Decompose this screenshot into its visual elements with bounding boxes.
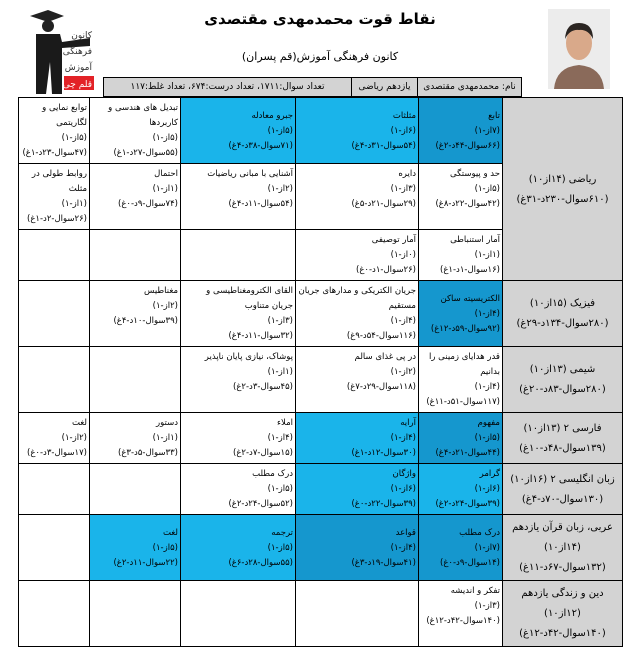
topic-cell — [419, 413, 503, 464]
topic-name: در پی غذای سالم — [354, 352, 416, 362]
topic-rank: (۲از-۱) — [267, 184, 293, 194]
topic-cell — [90, 281, 181, 347]
topic-stats: (۱۷سوال-۳د-۰غ) — [27, 448, 87, 458]
topic-rank: (۱از-۱) — [152, 184, 178, 194]
topic-cell — [181, 413, 296, 464]
subject-name: ریاضی (۱۴از۱۰) — [528, 173, 597, 185]
topic-name: واژگان — [392, 469, 416, 479]
subject-cell — [503, 515, 623, 581]
topic-stats: (۴۴سوال-۲۱د-۴غ) — [435, 448, 500, 458]
subject-cell — [503, 464, 623, 515]
subject-stats: (۱۴۰سوال-۴۲د-۱۲غ) — [519, 628, 606, 639]
topic-cell — [181, 281, 296, 347]
subject-cell — [503, 581, 623, 647]
logo-text-1: کانون — [71, 31, 92, 41]
topic-stats: (۱۶سوال-۱د-۱غ) — [440, 265, 500, 275]
topic-name: جریان الکتریکی و مدارهای جریان مستقیم — [298, 286, 416, 311]
topic-name: تابع — [488, 110, 500, 121]
topic-name: قدر هدایای زمینی را بدانیم — [429, 352, 500, 377]
kanoon-logo — [18, 2, 96, 94]
logo-text-2: فرهنگی — [62, 47, 92, 57]
empty-cell — [90, 581, 181, 647]
topic-cell — [296, 347, 419, 413]
empty-cell — [19, 464, 90, 515]
topic-cell — [296, 98, 419, 164]
subject-name: فارسی ۲ (۱۳از۱۰) — [523, 422, 602, 434]
topic-name: ترجمه — [271, 527, 293, 538]
topic-name: جبرو معادله — [251, 110, 293, 121]
table-row — [19, 281, 623, 347]
subject-stats: (۱۳۹سوال-۴۸د-۱۰غ) — [519, 442, 606, 454]
topic-rank: (۵از-۱) — [474, 184, 500, 194]
subject-stats: (۱۳۰سوال-۷۰د-۴غ) — [521, 493, 604, 505]
topic-name: املاء — [277, 418, 293, 428]
topic-cell — [296, 164, 419, 230]
empty-cell — [296, 581, 419, 647]
empty-cell — [19, 515, 90, 581]
topic-name: لغت — [162, 527, 178, 538]
topic-rank: (۴از-۱) — [390, 433, 416, 443]
topic-rank: (۶از-۱) — [390, 484, 416, 494]
subject-stats: (۶۱۰سوال-۲۳۰د-۳۱غ) — [516, 193, 609, 205]
topic-name: دستور — [156, 418, 178, 428]
subject-stats: (۱۳۲سوال-۶۷د-۱۱غ) — [519, 562, 606, 573]
table-row — [19, 98, 623, 164]
topic-stats: (۱۴۰سوال-۴۲د-۱۲غ) — [426, 616, 500, 626]
topic-rank: (۵از-۱) — [267, 484, 293, 494]
topic-rank: (۱از-۱) — [152, 433, 178, 443]
topic-cell — [419, 464, 503, 515]
empty-cell — [90, 464, 181, 515]
page-title: نقاط قوت محمدمهدی مقتصدی — [204, 10, 436, 28]
topic-name: تبدیل های هندسی و کاربردها — [108, 103, 178, 128]
topic-stats: (۴۱سوال-۱۹د-۳غ) — [351, 557, 416, 568]
empty-cell — [19, 347, 90, 413]
topic-stats: (۲۶سوال-۲د-۱غ) — [27, 214, 87, 224]
topic-cell — [419, 164, 503, 230]
empty-cell — [19, 230, 90, 281]
empty-cell — [90, 347, 181, 413]
topic-stats: (۵۴سوال-۱۱د-۴غ) — [228, 199, 293, 209]
empty-cell — [181, 581, 296, 647]
topic-name: درک مطلب — [252, 469, 293, 479]
topic-cell — [19, 413, 90, 464]
topic-name: توابع نمایی و لگاریتمی — [42, 103, 87, 128]
topic-name: پوشاک، نیازی پایان ناپذیر — [204, 352, 293, 362]
page-subtitle: کانون فرهنگی آموزش(قم پسران) — [241, 50, 399, 63]
topic-stats: (۲۲سوال-۱۱د-۲غ) — [113, 557, 178, 568]
strengths-table — [18, 97, 623, 647]
subject-stats: (۲۸۰سوال-۱۳۴د-۲۹غ) — [516, 318, 609, 329]
topic-cell — [296, 515, 419, 581]
topic-name: الکتریسیته ساکن — [440, 293, 500, 304]
topic-stats: (۱۴سوال-۹د-۰غ) — [440, 557, 500, 568]
topic-name: روابط طولی در مثلث — [31, 169, 87, 194]
topic-cell — [19, 98, 90, 164]
empty-cell — [181, 230, 296, 281]
table-row — [19, 347, 623, 413]
topic-stats: (۱۵سوال-۷د-۲غ) — [233, 448, 293, 458]
topic-stats: (۵۴سوال-۳۱د-۴غ) — [351, 140, 416, 151]
logo-text-4: قلم چی — [62, 80, 92, 90]
topic-stats: (۵۵سوال-۲۸د-۶غ) — [228, 557, 293, 568]
topic-stats: (۷۱سوال-۳۸د-۴غ) — [228, 140, 293, 151]
topic-cell — [181, 164, 296, 230]
topic-name: دایره — [398, 169, 416, 179]
table-row — [19, 413, 623, 464]
subject-name: شیمی (۱۳از۱۰) — [529, 364, 596, 375]
subject-cell — [503, 281, 623, 347]
subject-name: زبان انگلیسی ۲ (۱۶از۱۰) — [510, 473, 615, 485]
topic-rank: (۶از-۱) — [390, 125, 416, 136]
topic-name: احتمال — [154, 169, 178, 179]
topic-rank: (۴از-۱) — [474, 308, 500, 319]
table-row — [19, 464, 623, 515]
topic-rank: (۴از-۱) — [390, 542, 416, 553]
topic-cell — [296, 230, 419, 281]
topic-stats: (۱۱۸سوال-۲۹د-۷غ) — [346, 382, 416, 392]
topic-rank: (۲از-۱) — [152, 301, 178, 311]
subject-cell — [503, 413, 623, 464]
topic-cell — [181, 98, 296, 164]
topic-cell — [419, 281, 503, 347]
topic-name: تفکر و اندیشه — [450, 586, 500, 596]
topic-stats: (۹۲سوال-۵۹د-۱۲غ) — [430, 323, 500, 334]
topic-cell — [419, 230, 503, 281]
topic-cell — [181, 515, 296, 581]
topic-cell — [419, 581, 503, 647]
topic-stats: (۵۲سوال-۲۴د-۲غ) — [228, 499, 293, 509]
topic-name: گرامر — [479, 469, 500, 479]
topic-rank: (۴از-۱) — [390, 316, 416, 326]
topic-name: آمار استنباطی — [450, 235, 500, 245]
table-row — [19, 515, 623, 581]
topic-rank: (۱از-۱) — [61, 199, 87, 209]
topic-stats: (۵۵سوال-۲۷د-۱غ) — [113, 148, 178, 158]
subject-name: فیزیک (۱۵از۱۰) — [529, 298, 596, 309]
topic-rank: (۵از-۱) — [152, 542, 178, 553]
topic-stats: (۳۳سوال-۵د-۳غ) — [118, 448, 178, 458]
student-name: نام: محمدمهدی مقتصدی — [417, 78, 521, 96]
topic-cell — [419, 347, 503, 413]
topic-stats: (۳۲سوال-۱۱د-۴غ) — [228, 331, 293, 341]
topic-cell — [90, 164, 181, 230]
table-row — [19, 581, 623, 647]
student-grade: یازدهم ریاضی — [351, 78, 417, 96]
topic-rank: (۴از-۱) — [267, 433, 293, 443]
topic-stats: (۴۵سوال-۳د-۲غ) — [233, 382, 293, 392]
subject-stats: (۲۸۰سوال-۸۳د-۲۰غ) — [519, 384, 606, 395]
topic-rank: (۵از-۱) — [61, 133, 87, 143]
student-photo — [548, 9, 610, 89]
topic-name: مغناطیس — [144, 286, 178, 296]
student-stats: تعداد سوال:۱۷۱۱، تعداد درست:۶۷۴، تعداد غلط:۱۱۷ — [130, 82, 325, 92]
topic-name: لغت — [71, 418, 87, 428]
subject-cell — [503, 98, 623, 281]
topic-rank: (۵از-۱) — [267, 125, 293, 136]
topic-cell — [19, 164, 90, 230]
topic-rank: (۲از-۱) — [390, 367, 416, 377]
subject-cell — [503, 347, 623, 413]
topic-stats: (۳۹سوال-۲۴د-۲غ) — [435, 499, 500, 509]
topic-rank: (۷از-۱) — [474, 542, 500, 553]
topic-stats: (۱۱۶سوال-۵۴د-۹غ) — [346, 331, 416, 341]
topic-cell — [296, 413, 419, 464]
topic-cell — [419, 98, 503, 164]
topic-name: مثلثات — [392, 110, 416, 121]
topic-name: قواعد — [395, 527, 416, 538]
topic-name: القای الکترومغناطیسی و جریان متناوب — [206, 286, 293, 311]
topic-rank: (۷از-۱) — [474, 125, 500, 136]
topic-rank: (۵از-۱) — [152, 133, 178, 143]
topic-rank: (۲از-۱) — [61, 433, 87, 443]
topic-stats: (۳۹سوال-۲۲د-۰غ) — [351, 499, 416, 509]
topic-stats: (۳۰سوال-۱۲د-۱غ) — [351, 448, 416, 458]
topic-name: مفهوم — [477, 418, 500, 428]
topic-rank: (۰از-۱) — [390, 250, 416, 260]
topic-name: آرایه — [400, 418, 416, 428]
topic-rank: (۱از-۱) — [267, 367, 293, 377]
topic-cell — [90, 98, 181, 164]
empty-cell — [19, 581, 90, 647]
topic-cell — [90, 413, 181, 464]
topic-stats: (۷۴سوال-۹د-۰غ) — [118, 199, 178, 209]
logo-text-3: آموزش — [64, 63, 92, 73]
empty-cell — [90, 230, 181, 281]
topic-stats: (۶۶سوال-۴۴د-۲غ) — [435, 140, 500, 151]
topic-cell — [90, 515, 181, 581]
topic-name: آمار توصیفی — [371, 235, 416, 245]
topic-cell — [181, 464, 296, 515]
topic-cell — [181, 347, 296, 413]
topic-stats: (۴۷سوال-۲۳د-۱غ) — [22, 148, 87, 158]
topic-rank: (۳از-۱) — [474, 601, 500, 611]
topic-stats: (۴۲سوال-۲۲د-۸غ) — [435, 199, 500, 209]
topic-stats: (۲۶سوال-۱د-۰غ) — [356, 265, 416, 275]
topic-stats: (۳۹سوال-۱۰د-۴غ) — [113, 316, 178, 326]
topic-cell — [296, 281, 419, 347]
topic-cell — [296, 464, 419, 515]
topic-name: درک مطلب — [459, 527, 500, 538]
topic-rank: (۳از-۱) — [390, 184, 416, 194]
topic-name: حد و پیوستگی — [449, 169, 500, 179]
topic-rank: (۴از-۱) — [474, 382, 500, 392]
student-info-bar — [103, 77, 522, 97]
topic-name: آشنایی با مبانی ریاضیات — [207, 169, 293, 179]
topic-rank: (۵از-۱) — [474, 433, 500, 443]
subject-name: عربی، زبان قرآن یازدهم (۱۴از۱۰) — [512, 522, 613, 553]
topic-rank: (۶از-۱) — [474, 484, 500, 494]
empty-cell — [19, 281, 90, 347]
subject-name: دین و زندگی یازدهم (۱۲از۱۰) — [521, 588, 604, 619]
topic-rank: (۵از-۱) — [267, 542, 293, 553]
topic-cell — [419, 515, 503, 581]
topic-rank: (۱از-۱) — [474, 250, 500, 260]
topic-stats: (۲۹سوال-۲۱د-۵غ) — [351, 199, 416, 209]
topic-stats: (۱۱۷سوال-۵۱د-۱۱غ) — [426, 397, 500, 407]
topic-rank: (۳از-۱) — [267, 316, 293, 326]
